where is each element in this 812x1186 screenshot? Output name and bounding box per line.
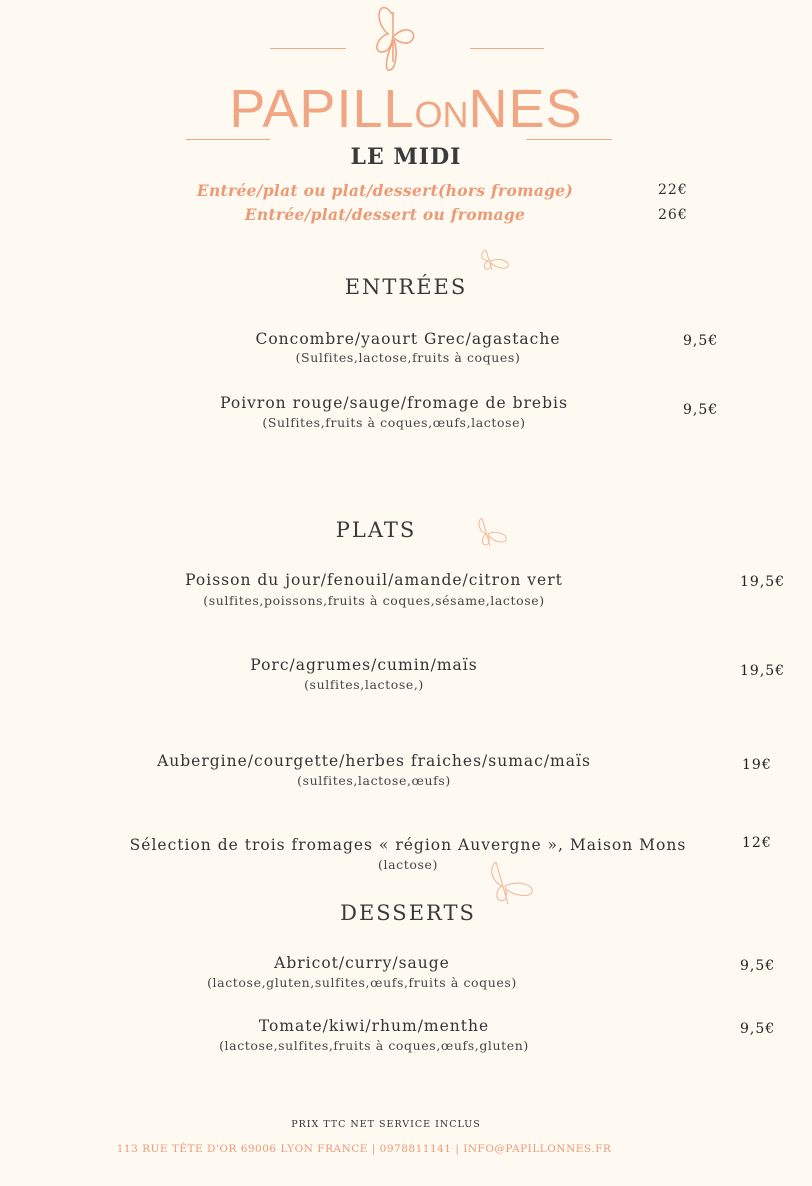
dish-name: Tomate/kiwi/rhum/menthe: [258, 1017, 490, 1035]
dish-name: Sélection de trois fromages « région Auvergne », Maison Mons: [129, 836, 687, 854]
dish-allergens: (sulfites,poissons,fruits à coques,sésame,lactose): [203, 593, 545, 608]
section-title-desserts: DESSERTS: [340, 901, 476, 925]
brand-logo: [0, 78, 812, 140]
formula-2-label: Entrée/plat/dessert ou fromage: [244, 205, 526, 224]
butterfly-icon: [474, 248, 512, 274]
dish-allergens: (sulfites,lactose,): [304, 677, 424, 692]
dish-price: 9,5€: [683, 402, 719, 418]
formula-1-label: Entrée/plat ou plat/dessert(hors fromage): [196, 181, 574, 200]
dish-name: Poivron rouge/sauge/fromage de brebis: [220, 394, 568, 412]
logo-rule-bottom-right: [526, 139, 612, 140]
logo-rule-top-right: [470, 48, 544, 49]
dish-allergens: (sulfites,lactose,œufs): [297, 773, 451, 788]
dish-price: 19€: [742, 757, 772, 773]
page-title: LE MIDI: [350, 144, 462, 170]
dish-allergens: (lactose,gluten,sulfites,œufs,fruits à coques): [207, 975, 517, 990]
dish-price: 19,5€: [740, 663, 786, 679]
footer-contact: 113 RUE TÊTE D'OR 69006 LYON FRANCE | 0978811141 | INFO@PAPILLONNES.FR: [116, 1143, 612, 1155]
brand-small: ON: [414, 94, 469, 135]
dish-name: Abricot/curry/sauge: [274, 954, 450, 972]
dish-price: 9,5€: [740, 1021, 776, 1037]
logo-rule-top-left: [270, 48, 346, 49]
dish-name: Poisson du jour/fenouil/amande/citron vert: [185, 571, 563, 589]
butterfly-icon: [472, 516, 510, 550]
service-note: PRIX TTC NET SERVICE INCLUS: [291, 1119, 481, 1130]
logo-rule-bottom-left: [186, 139, 270, 140]
section-title-entrees: ENTRÉES: [344, 275, 468, 299]
brand-tail: NES: [468, 79, 583, 139]
dish-allergens: (lactose): [378, 857, 438, 872]
dish-price: 9,5€: [683, 333, 719, 349]
dish-allergens: (lactose,sulfites,fruits à coques,œufs,gluten): [219, 1038, 529, 1053]
butterfly-icon: [368, 2, 418, 72]
dish-name: Concombre/yaourt Grec/agastache: [255, 330, 561, 348]
section-title-plats: PLATS: [335, 518, 417, 542]
dish-price: 9,5€: [740, 958, 776, 974]
dish-allergens: (Sulfites,fruits à coques,œufs,lactose): [262, 415, 526, 430]
dish-allergens: (Sulfites,lactose,fruits à coques): [295, 350, 521, 365]
formula-1-price: 22€: [658, 182, 688, 198]
dish-price: 12€: [742, 835, 772, 851]
dish-name: Porc/agrumes/cumin/maïs: [250, 656, 478, 674]
dish-name: Aubergine/courgette/herbes fraiches/sumac/maïs: [157, 752, 591, 770]
dish-price: 19,5€: [740, 574, 786, 590]
formula-2-price: 26€: [658, 207, 688, 223]
brand-main: PAPILL: [229, 79, 415, 139]
